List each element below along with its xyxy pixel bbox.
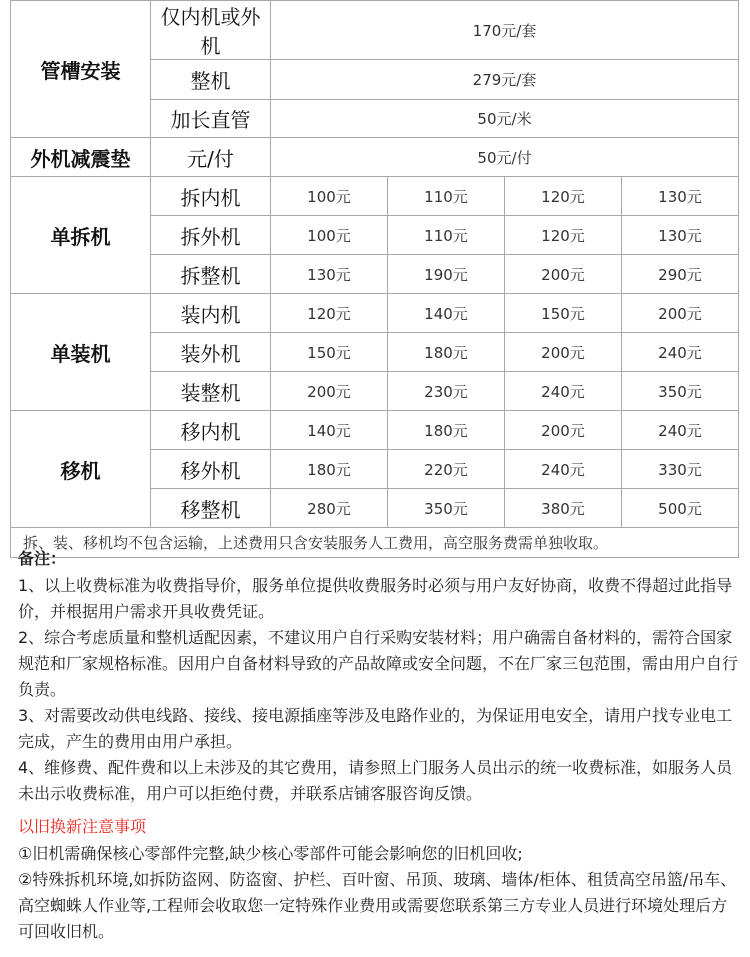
notes-title: 备注： (18, 549, 67, 568)
price-cell: 100元 (271, 177, 388, 216)
price-cell: 180元 (271, 450, 388, 489)
price-cell: 200元 (505, 333, 622, 372)
price-cell: 150元 (505, 294, 622, 333)
price-cell: 200元 (271, 372, 388, 411)
table-row (11, 138, 739, 177)
price-cell: 200元 (622, 294, 739, 333)
category-cell: 移机 (11, 411, 151, 528)
price-cell: 140元 (388, 294, 505, 333)
item-cell: 拆外机 (151, 216, 271, 255)
table-row (11, 1, 739, 60)
table-row (11, 411, 739, 450)
price-cell: 500元 (622, 489, 739, 528)
item-cell: 移外机 (151, 450, 271, 489)
price-cell: 240元 (505, 372, 622, 411)
item-cell: 加长直管 (151, 100, 271, 138)
price-cell: 200元 (505, 411, 622, 450)
price-cell: 240元 (622, 333, 739, 372)
item-cell: 装外机 (151, 333, 271, 372)
note-item: 1、以上收费标准为收费指导价，服务单位提供收费服务时必须与用户友好协商，收费不得超过此指导价，并根据用户需求开具收费凭证。 (18, 576, 733, 621)
price-cell: 240元 (505, 450, 622, 489)
price-cell: 180元 (388, 411, 505, 450)
footer-note: 拆、装、移机均不包含运输，上述费用只含安装服务人工费用，高空服务费需单独收取。 (11, 528, 739, 558)
trade-in-section (18, 815, 740, 945)
price-cell: 280元 (271, 489, 388, 528)
price-cell: 230元 (388, 372, 505, 411)
price-cell: 50元/付 (271, 138, 739, 177)
price-cell: 130元 (622, 177, 739, 216)
category-cell: 管槽安装 (11, 1, 151, 138)
price-cell: 100元 (271, 216, 388, 255)
price-cell: 110元 (388, 177, 505, 216)
price-cell: 50元/米 (271, 100, 739, 138)
price-cell: 200元 (505, 255, 622, 294)
item-cell: 整机 (151, 60, 271, 100)
item-cell: 拆内机 (151, 177, 271, 216)
item-cell: 移整机 (151, 489, 271, 528)
price-cell: 120元 (505, 177, 622, 216)
trade-in-item: ①旧机需确保核心零部件完整,缺少核心零部件可能会影响您的旧机回收; (18, 844, 523, 863)
category-cell: 单装机 (11, 294, 151, 411)
category-cell: 外机减震垫 (11, 138, 151, 177)
price-cell: 240元 (622, 411, 739, 450)
table-row (11, 294, 739, 333)
note-item: 4、维修费、配件费和以上未涉及的其它费用，请参照上门服务人员出示的统一收费标准，如服务人员未出示收费标准，用户可以拒绝付费，并联系店铺客服咨询反馈。 (18, 758, 733, 803)
price-cell: 279元/套 (271, 60, 739, 100)
item-cell: 移内机 (151, 411, 271, 450)
item-cell: 装内机 (151, 294, 271, 333)
notes-section (18, 540, 740, 945)
price-cell: 350元 (388, 489, 505, 528)
price-cell: 120元 (271, 294, 388, 333)
table-row (11, 177, 739, 216)
category-cell: 单拆机 (11, 177, 151, 294)
price-cell: 140元 (271, 411, 388, 450)
price-cell: 380元 (505, 489, 622, 528)
price-cell: 130元 (622, 216, 739, 255)
trade-in-item: ②特殊拆机环境,如拆防盗网、防盗窗、护栏、百叶窗、吊顶、玻璃、墙体/柜体、租赁高空吊篮/吊车、高空蜘蛛人作业等,工程师会收取您一定特殊作业费用或需要您联系第三方专业人员进行环境处理后方可回收旧机。 (18, 870, 737, 941)
price-cell: 170元/套 (271, 1, 739, 60)
item-cell: 仅内机或外机 (151, 1, 271, 60)
trade-in-title: 以旧换新注意事项 (18, 817, 147, 836)
price-cell: 110元 (388, 216, 505, 255)
price-cell: 180元 (388, 333, 505, 372)
price-cell: 190元 (388, 255, 505, 294)
price-cell: 220元 (388, 450, 505, 489)
note-item: 2、综合考虑质量和整机适配因素，不建议用户自行采购安装材料；用户确需自备材料的，需符合国家规范和厂家规格标准。因用户自备材料导致的产品故障或安全问题，不在厂家三包范围，需由用户自行负责。 (18, 628, 739, 699)
price-table (10, 0, 739, 558)
item-cell: 元/付 (151, 138, 271, 177)
price-cell: 290元 (622, 255, 739, 294)
price-cell: 130元 (271, 255, 388, 294)
price-cell: 330元 (622, 450, 739, 489)
price-cell: 350元 (622, 372, 739, 411)
item-cell: 拆整机 (151, 255, 271, 294)
price-cell: 150元 (271, 333, 388, 372)
note-item: 3、对需要改动供电线路、接线、接电源插座等涉及电路作业的，为保证用电安全，请用户找专业电工完成，产生的费用由用户承担。 (18, 706, 733, 751)
item-cell: 装整机 (151, 372, 271, 411)
price-cell: 120元 (505, 216, 622, 255)
